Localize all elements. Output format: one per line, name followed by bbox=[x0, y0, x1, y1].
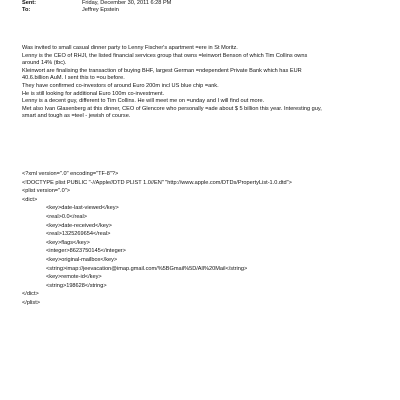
xml-line: <real>1325269654</real> bbox=[46, 231, 111, 238]
xml-line: <key>date-last-viewed</key> bbox=[46, 205, 119, 212]
xml-line: <string>198628</string> bbox=[46, 282, 107, 289]
sent-label: Sent: bbox=[22, 0, 36, 6]
xml-line: </dict> bbox=[22, 291, 39, 298]
xml-line: <key>remote-id</key> bbox=[46, 274, 102, 281]
plist-block bbox=[22, 170, 382, 308]
body-line: Lenny is the CEO of RHJI, the listed financial services group that owns =leinwort Benson of which Tim Collins owns bbox=[22, 52, 308, 59]
xml-line: <string>imap://jeevacation@imap.gmail.com/%5BGmail%5D/All%20Mail</string> bbox=[46, 265, 248, 272]
body-line: Met also Ivan Glasenberg at this dinner, CEO of Glencore who personally =ade about $ 5 billion this year. Interesting guy, bbox=[22, 105, 322, 112]
xml-line: <dict> bbox=[22, 196, 38, 203]
body-line: smart and tough as =teel - jewish of course. bbox=[22, 113, 131, 120]
to-value: Jeffrey Epstein bbox=[82, 7, 119, 13]
body-line: Kleinwort are finalising the transaction of buying BHF, largest German =ndependent Private Bank which has EUR bbox=[22, 67, 302, 74]
xml-line: </plist> bbox=[22, 299, 41, 306]
body-line: around 14% (tbc). bbox=[22, 60, 67, 67]
xml-line: <key>date-received</key> bbox=[46, 222, 112, 229]
xml-line: <!DOCTYPE plist PUBLIC "-//Apple//DTD PLIST 1.0//EN" "http://www.apple.com/DTDs/PropertyList-1.0.dtd"> bbox=[22, 179, 292, 186]
xml-line: <key>flags</key> bbox=[46, 239, 90, 246]
body-line: He is still looking for additional Euro 100m co-investment. bbox=[22, 90, 165, 97]
sent-value: Friday, December 30, 2011 6:28 PM bbox=[82, 0, 172, 6]
xml-line: <?xml version=".0" encoding="TF-8"?> bbox=[22, 171, 119, 177]
xml-line: <plist version=".0"> bbox=[22, 188, 70, 195]
body-line: They have confirmed co-investors of around Euro 200m incl US blue chip =ank. bbox=[22, 82, 219, 89]
to-label: To: bbox=[22, 7, 31, 13]
xml-line: <key>original-mailbox</key> bbox=[46, 256, 118, 263]
body-line: Was invited to small casual dinner party to Lenny Fischer's apartment =ere in St Moritz. bbox=[22, 45, 238, 51]
email-body bbox=[22, 45, 382, 121]
body-line: 40.6.billion AuM. I sent this to =ou before. bbox=[22, 75, 125, 82]
body-line: Lenny is a decent guy, different to Tim Collins. He will meet me on =unday and I will find out more. bbox=[22, 98, 265, 105]
xml-line: <real>0.0</real> bbox=[46, 213, 88, 220]
xml-line: <integer>8623750145</integer> bbox=[46, 248, 126, 255]
